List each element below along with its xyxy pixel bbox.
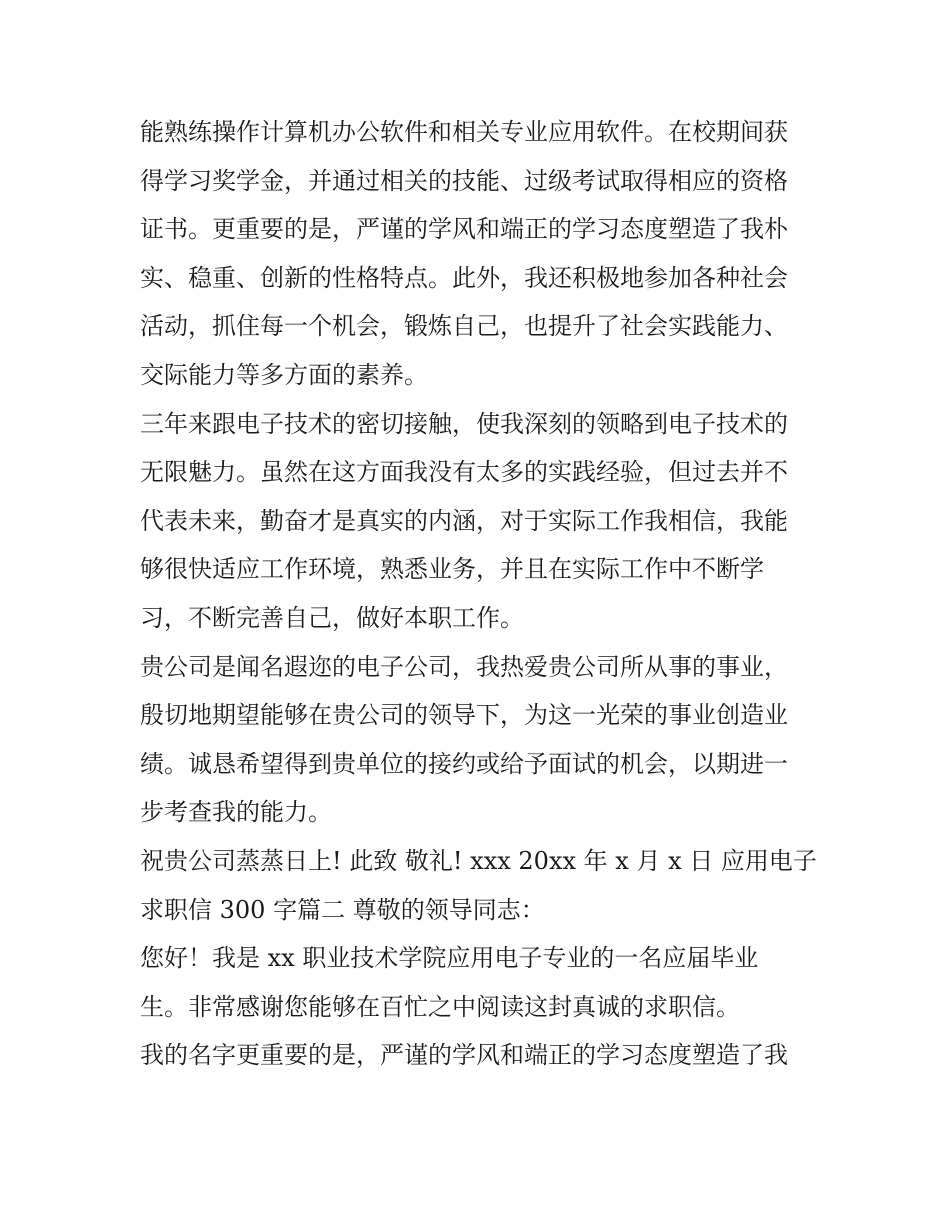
text-line: 得学习奖学金，并通过相关的技能、过级考试取得相应的资格 bbox=[140, 166, 788, 195]
text-line: 活动，抓住每一个机会，锻炼自己，也提升了社会实践能力、 bbox=[140, 312, 788, 341]
document-body bbox=[140, 108, 820, 1080]
text-line: 证书。更重要的是，严谨的学风和端正的学习态度塑造了我朴 bbox=[140, 215, 788, 244]
text-line: 祝贵公司蒸蒸日上! 此致 敬礼! xxx 20xx 年 x 月 x 日 应用电子 bbox=[140, 846, 817, 875]
text-line: 实、稳重、创新的性格特点。此外，我还积极地参加各种社会 bbox=[140, 263, 788, 292]
text-line: 步考查我的能力。 bbox=[140, 798, 332, 827]
text-line: 无限魅力。虽然在这方面我没有太多的实践经验，但过去并不 bbox=[140, 458, 788, 487]
text-line: 三年来跟电子技术的密切接触，使我深刻的领略到电子技术的 bbox=[140, 409, 788, 438]
text-line: 绩。诚恳希望得到贵单位的接约或给予面试的机会，以期进一 bbox=[140, 749, 788, 778]
text-line: 能熟练操作计算机办公软件和相关专业应用软件。在校期间获 bbox=[140, 118, 788, 146]
text-line: 贵公司是闻名遐迩的电子公司，我热爱贵公司所从事的事业， bbox=[140, 652, 788, 681]
text-line: 代表未来，勤奋才是真实的内涵，对于实际工作我相信，我能 bbox=[140, 506, 788, 535]
text-line: 殷切地期望能够在贵公司的领导下，为这一光荣的事业创造业 bbox=[140, 701, 788, 730]
text-line: 习，不断完善自己，做好本职工作。 bbox=[140, 603, 524, 632]
text-line: 够很快适应工作环境，熟悉业务，并且在实际工作中不断学 bbox=[140, 555, 764, 584]
text-line: 我的名字更重要的是，严谨的学风和端正的学习态度塑造了我 bbox=[140, 1041, 788, 1070]
text-line: 生。非常感谢您能够在百忙之中阅读这封真诚的求职信。 bbox=[140, 992, 740, 1021]
text-line: 求职信 300 字篇二 尊敬的领导同志： bbox=[140, 895, 545, 924]
text-line: 您好！我是 xx 职业技术学院应用电子专业的一名应届毕业 bbox=[140, 944, 759, 973]
text-line: 交际能力等多方面的素养。 bbox=[140, 360, 428, 389]
